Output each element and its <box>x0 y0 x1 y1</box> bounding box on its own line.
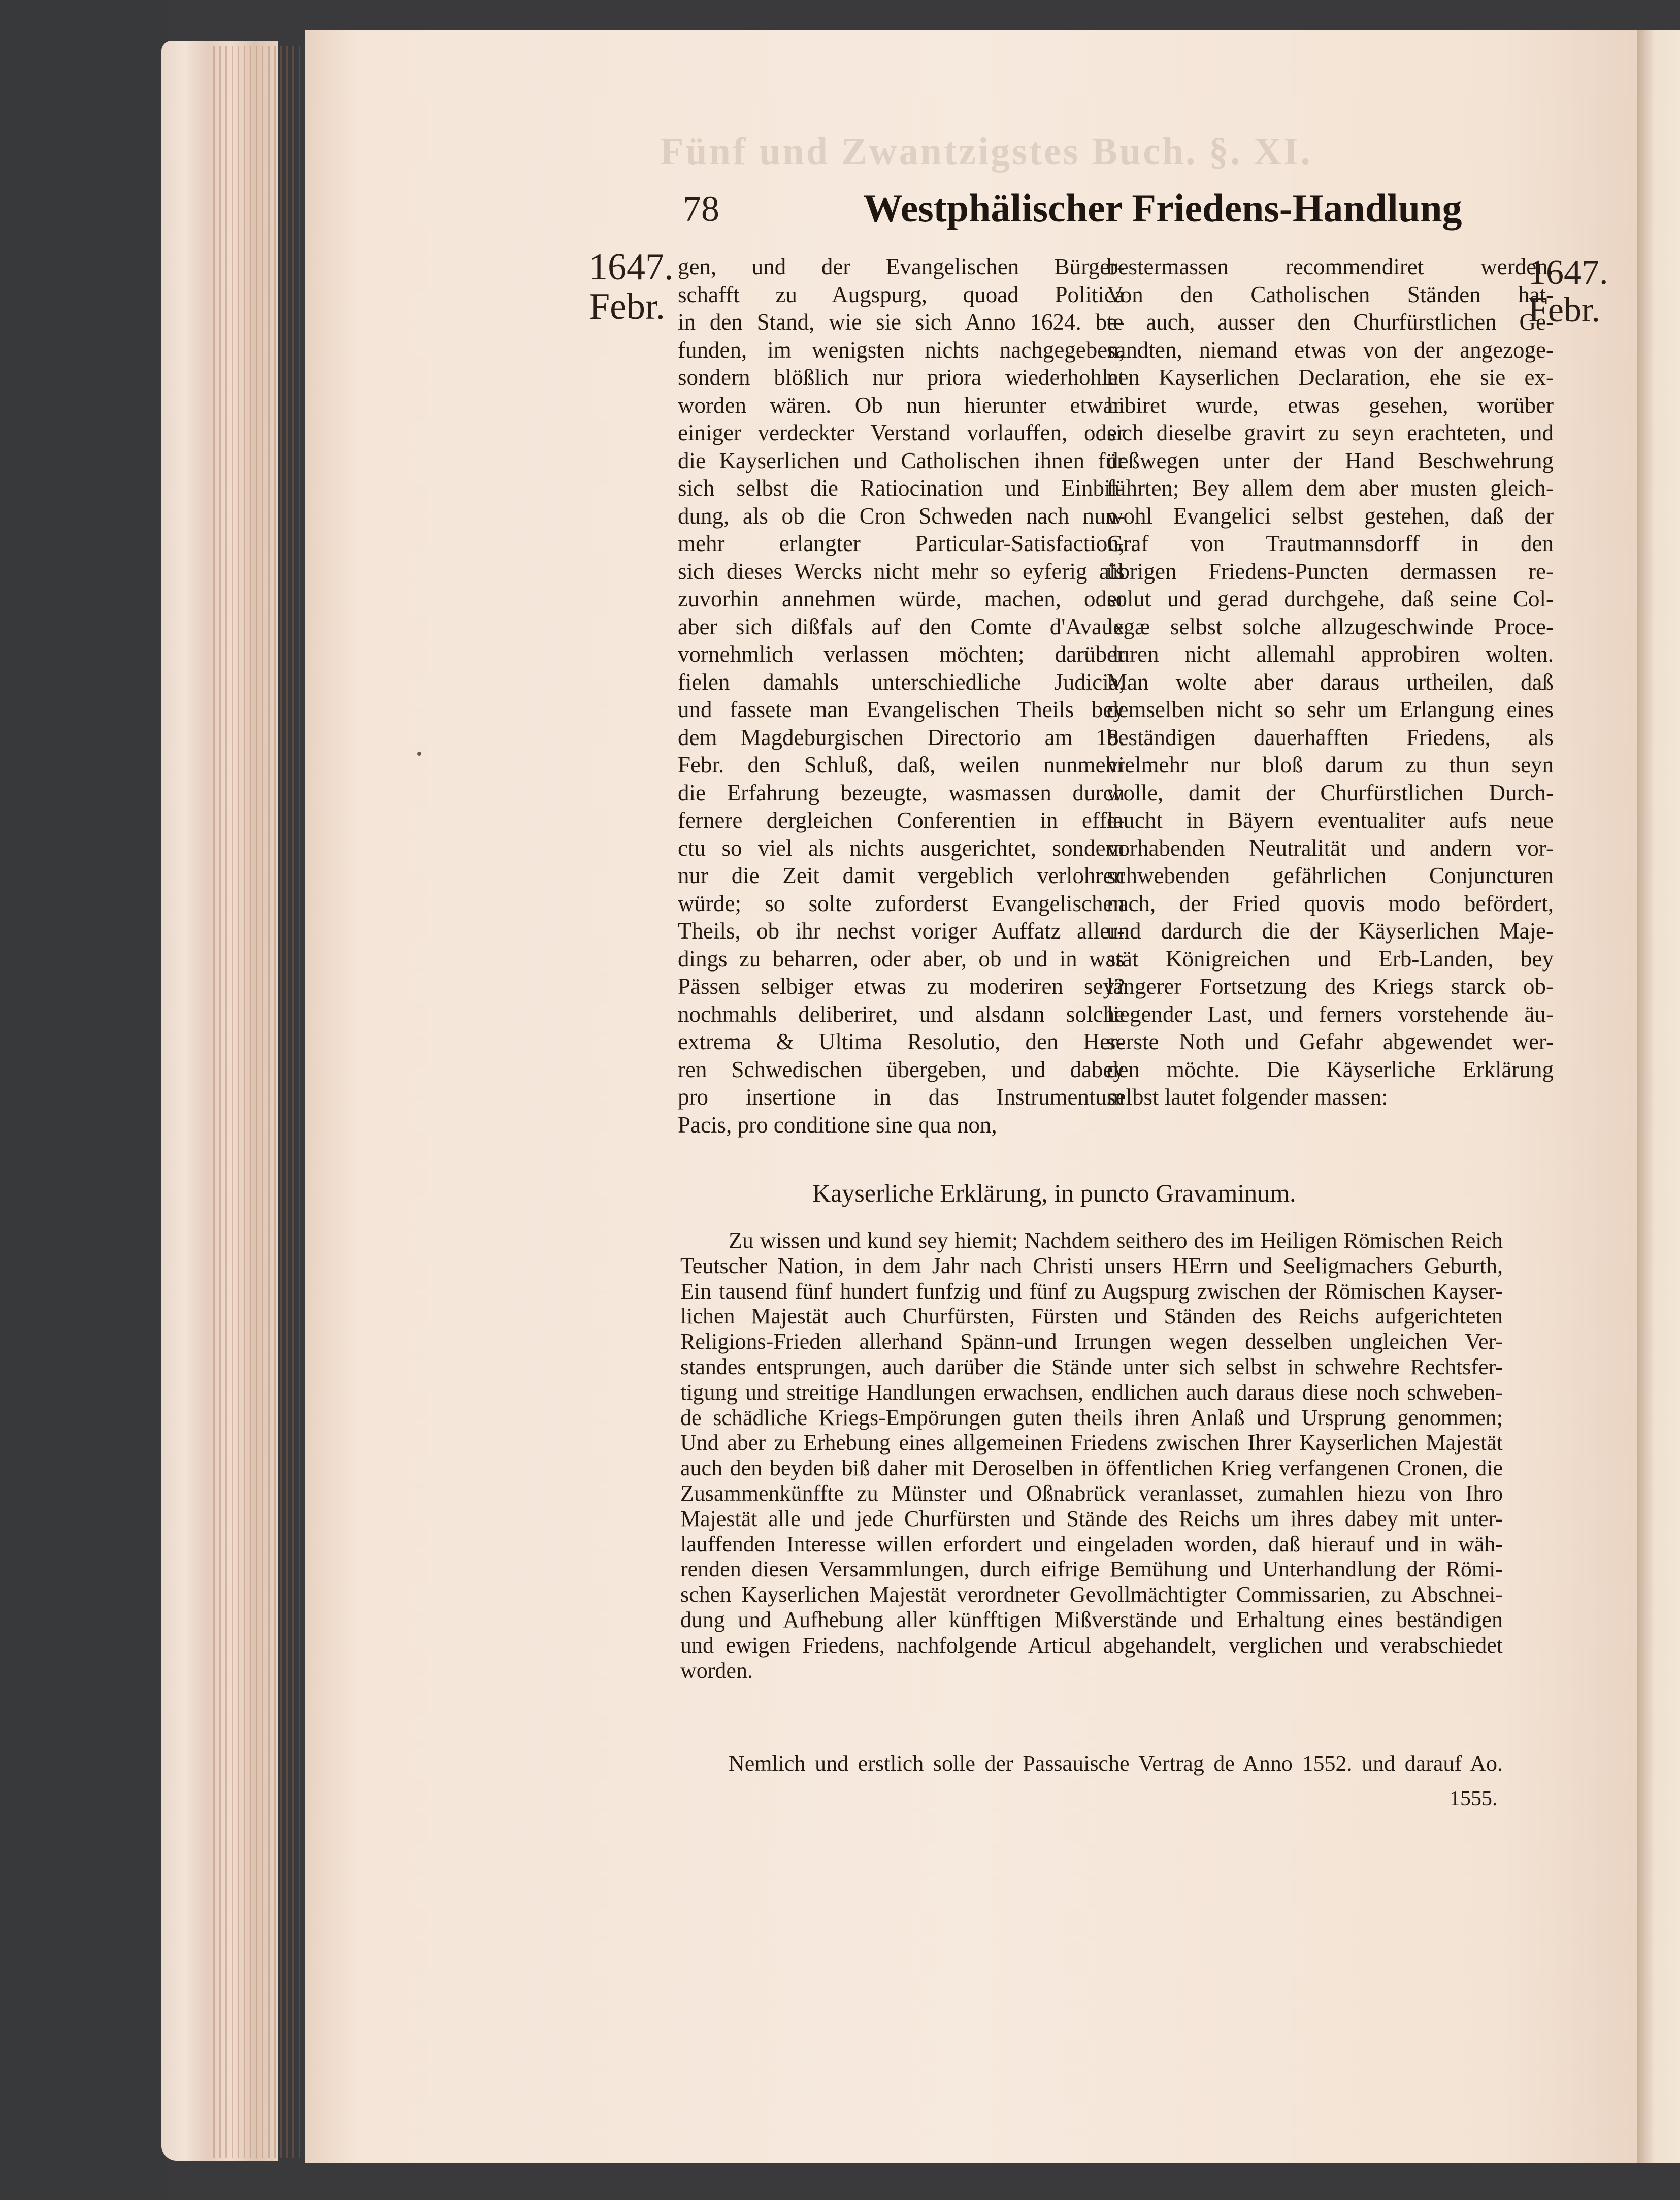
right-margin-month: Febr. <box>1528 290 1600 330</box>
text-line: die Erfahrung bezeugte, wasmassen durch <box>678 780 1125 805</box>
text-line: längerer Fortsetzung des Kriegs starck ob- <box>1107 974 1554 999</box>
text-line: den möchte. Die Käyserliche Erklärung <box>1107 1056 1554 1082</box>
text-line: und fassete man Evangelischen Theils bey <box>678 697 1125 722</box>
text-line: fernere dergleichen Conferentien in effe- <box>678 807 1125 833</box>
text-line: liegender Last, und ferners vorstehende äu- <box>1107 1001 1554 1027</box>
text-line: Zu wissen und kund sey hiemit; Nachdem seithero des im Heiligen Römischen Reich <box>729 1228 1503 1253</box>
text-line: dung und Aufhebung aller künfftigen Mißverstände und Erhaltung eines beständigen <box>680 1607 1503 1632</box>
text-line: Von den Catholischen Ständen hat- <box>1107 281 1554 307</box>
text-line: funden, im wenigsten nichts nachgegeben, <box>678 337 1125 363</box>
text-line: bestermassen recommendiret werden. <box>1107 254 1554 279</box>
text-line: deßwegen unter der Hand Beschwehrung <box>1107 447 1554 473</box>
text-line: tigung und streitige Handlungen erwachsen, endlichen auch daraus diese noch schweben- <box>680 1379 1503 1405</box>
text-line: Pässen selbiger etwas zu moderiren sey? <box>678 974 1125 999</box>
text-line: die Kayserlichen und Catholischen ihnen für <box>678 447 1125 473</box>
text-line: ren Schwedischen übergeben, und dabey <box>678 1056 1125 1082</box>
left-margin-month: Febr. <box>589 285 666 328</box>
left-column <box>678 253 1125 1139</box>
text-line: hibiret wurde, etwas gesehen, worüber <box>1107 392 1554 418</box>
text-line: nur die Zeit damit vergeblich verlohren <box>678 863 1125 888</box>
right-margin-year: 1647. <box>1528 253 1608 292</box>
text-line: gen, und der Evangelischen Bürger- <box>678 254 1125 279</box>
text-line: extrema & Ultima Resolutio, den Her- <box>678 1029 1125 1054</box>
text-line: nen Kayserlichen Declaration, ehe sie ex- <box>1107 365 1554 390</box>
text-line: Graf von Trautmannsdorff in den <box>1107 531 1554 556</box>
text-line: laucht in Bäyern eventualiter aufs neue <box>1107 807 1554 833</box>
text-line: wohl Evangelici selbst gestehen, daß der <box>1107 503 1554 529</box>
text-line: Teutscher Nation, in dem Jahr nach Christi unsers HErrn und Seeligmachers Geburth, <box>680 1253 1503 1278</box>
text-line: und dardurch die der Käyserlichen Maje- <box>1107 918 1554 944</box>
text-line: sandten, niemand etwas von der angezoge- <box>1107 337 1554 363</box>
text-line: würde; so solte zuforderst Evangelischen <box>678 890 1125 916</box>
text-line: duren nicht allemahl approbiren wolten. <box>1107 641 1554 667</box>
text-line: wolle, damit der Churfürstlichen Durch- <box>1107 780 1554 805</box>
text-line: dem Magdeburgischen Directorio am 18. <box>678 724 1125 750</box>
text-line: führten; Bey allem dem aber musten gleich- <box>1107 475 1554 501</box>
text-line: sondern blößlich nur priora wiederhohlet <box>678 365 1125 390</box>
text-line: worden wären. Ob nun hierunter etwan <box>678 392 1125 418</box>
left-margin-note <box>589 248 674 327</box>
text-line: einiger verdeckter Verstand vorlauffen, oder <box>678 420 1125 445</box>
scanner-background <box>0 0 168 2200</box>
text-line: Religions-Frieden allerhand Spänn-und Irrungen wegen desselben ungleichen Ver- <box>680 1329 1503 1354</box>
text-line: standes entsprungen, auch darüber die Stände unter sich selbst in schwehre Rechtsfer- <box>680 1354 1503 1379</box>
text-line: Ein tausend fünf hundert funfzig und fünf zu Augspurg zwischen der Römischen Kayser- <box>680 1278 1503 1304</box>
text-line: Theils, ob ihr nechst voriger Auffatz aller- <box>678 918 1125 944</box>
text-line: pro insertione in das Instrumentum <box>678 1084 1125 1110</box>
page-number: 78 <box>683 188 719 229</box>
text-line: sich dieselbe gravirt zu seyn erachteten, und <box>1107 420 1554 445</box>
text-line: schwebenden gefährlichen Conjuncturen <box>1107 863 1554 888</box>
text-line: vornehmlich verlassen möchten; darüber <box>678 641 1125 667</box>
text-line: lauffenden Interesse willen erfordert und eingeladen worden, daß hierauf und in wäh- <box>680 1531 1503 1557</box>
text-line: de schädliche Kriegs-Empörungen guten theils ihren Anlaß und Ursprung genommen; <box>680 1405 1503 1430</box>
text-line: Man wolte aber daraus urtheilen, daß <box>1107 669 1554 695</box>
text-line: stät Königreichen und Erb-Landen, bey <box>1107 946 1554 972</box>
facing-page-edge <box>1637 30 1680 2163</box>
running-head: Westphälischer Friedens-Handlung <box>863 186 1462 230</box>
text-line: mehr erlangter Particular-Satisfaction, <box>678 531 1125 556</box>
text-line: in den Stand, wie sie sich Anno 1624. be- <box>678 309 1125 335</box>
text-line: Febr. den Schluß, daß, weilen nunmehr <box>678 752 1125 778</box>
text-line: worden. <box>680 1658 753 1683</box>
text-line: fielen damahls unterschiedliche Judicia, <box>678 669 1125 695</box>
text-line: aber sich dißfals auf den Comte d'Avaux <box>678 613 1125 639</box>
text-line: sich dieses Wercks nicht mehr so eyferig als <box>678 558 1125 584</box>
text-line: Majestät alle und jede Churfürsten und Stände des Reichs um ihres dabey mit unter- <box>680 1506 1503 1531</box>
text-line: übrigen Friedens-Puncten dermassen re- <box>1107 558 1554 584</box>
text-line: demselben nicht so sehr um Erlangung eines <box>1107 697 1554 722</box>
left-margin-year: 1647. <box>589 246 674 288</box>
text-line: solut und gerad durchgehe, daß seine Col- <box>1107 586 1554 611</box>
text-line: ctu so viel als nichts ausgerichtet, sondern <box>678 835 1125 861</box>
text-line: und ewigen Friedens, nachfolgende Articul abgehandelt, verglichen und verabschiedet <box>680 1632 1503 1658</box>
right-column <box>1107 253 1554 1111</box>
text-line: nach, der Fried quovis modo befördert, <box>1107 890 1554 916</box>
text-line: dings zu beharren, oder aber, ob und in was <box>678 946 1125 972</box>
text-line: schen Kayserlichen Majestät verordneter Gevollmächtigter Commissarien, zu Abschnei- <box>680 1582 1503 1607</box>
catchword: 1555. <box>1450 1787 1498 1810</box>
text-line: nochmahls deliberiret, und alsdann solche <box>678 1001 1125 1027</box>
text-line: schafft zu Augspurg, quoad Politica <box>678 281 1125 307</box>
text-line: selbst lautet folgender massen: <box>1107 1084 1388 1110</box>
ink-speck <box>417 752 421 756</box>
text-line: lichen Majestät auch Churfürsten, Fürsten und Ständen des Reichs aufgerichteten <box>680 1304 1503 1329</box>
text-line: serste Noth und Gefahr abgewendet wer- <box>1107 1029 1554 1054</box>
text-line: renden diesen Versammlungen, durch eifrige Bemühung und Unterhandlung der Römi- <box>680 1557 1503 1582</box>
text-line: sich selbst die Ratiocination und Einbil- <box>678 475 1125 501</box>
text-line: Pacis, pro conditione sine qua non, <box>678 1112 997 1138</box>
text-line: vorhabenden Neutralität und andern vor- <box>1107 835 1554 861</box>
bleed-through-text: Fünf und Zwantzigstes Buch. §. XI. <box>660 130 1312 173</box>
text-line: Und aber zu Erhebung eines allgemeinen Friedens zwischen Ihrer Kayserlichen Majestät <box>680 1430 1503 1455</box>
text-line: auch den beyden biß daher mit Deroselben in öffentlichen Krieg verfangenen Cronen, die <box>680 1455 1503 1481</box>
text-line: zuvorhin annehmen würde, machen, oder <box>678 586 1125 611</box>
text-line: dung, als ob die Cron Schweden nach nun- <box>678 503 1125 529</box>
text-line: te auch, ausser den Churfürstlichen Ge- <box>1107 309 1554 335</box>
text-line: vielmehr nur bloß darum zu thun seyn <box>1107 752 1554 778</box>
section-heading: Kayserliche Erklärung, in puncto Gravaminum. <box>812 1179 1296 1207</box>
text-line: legæ selbst solche allzugeschwinde Proce- <box>1107 613 1554 639</box>
declaration-text <box>680 1228 1503 1683</box>
text-line: Zusammenkünffte zu Münster und Oßnabrück veranlasset, zumahlen hiezu von Ihro <box>680 1480 1503 1506</box>
final-line: Nemlich und erstlich solle der Passauische Vertrag de Anno 1552. und darauf Ao. <box>729 1751 1503 1776</box>
text-line: beständigen dauerhafften Friedens, als <box>1107 724 1554 750</box>
